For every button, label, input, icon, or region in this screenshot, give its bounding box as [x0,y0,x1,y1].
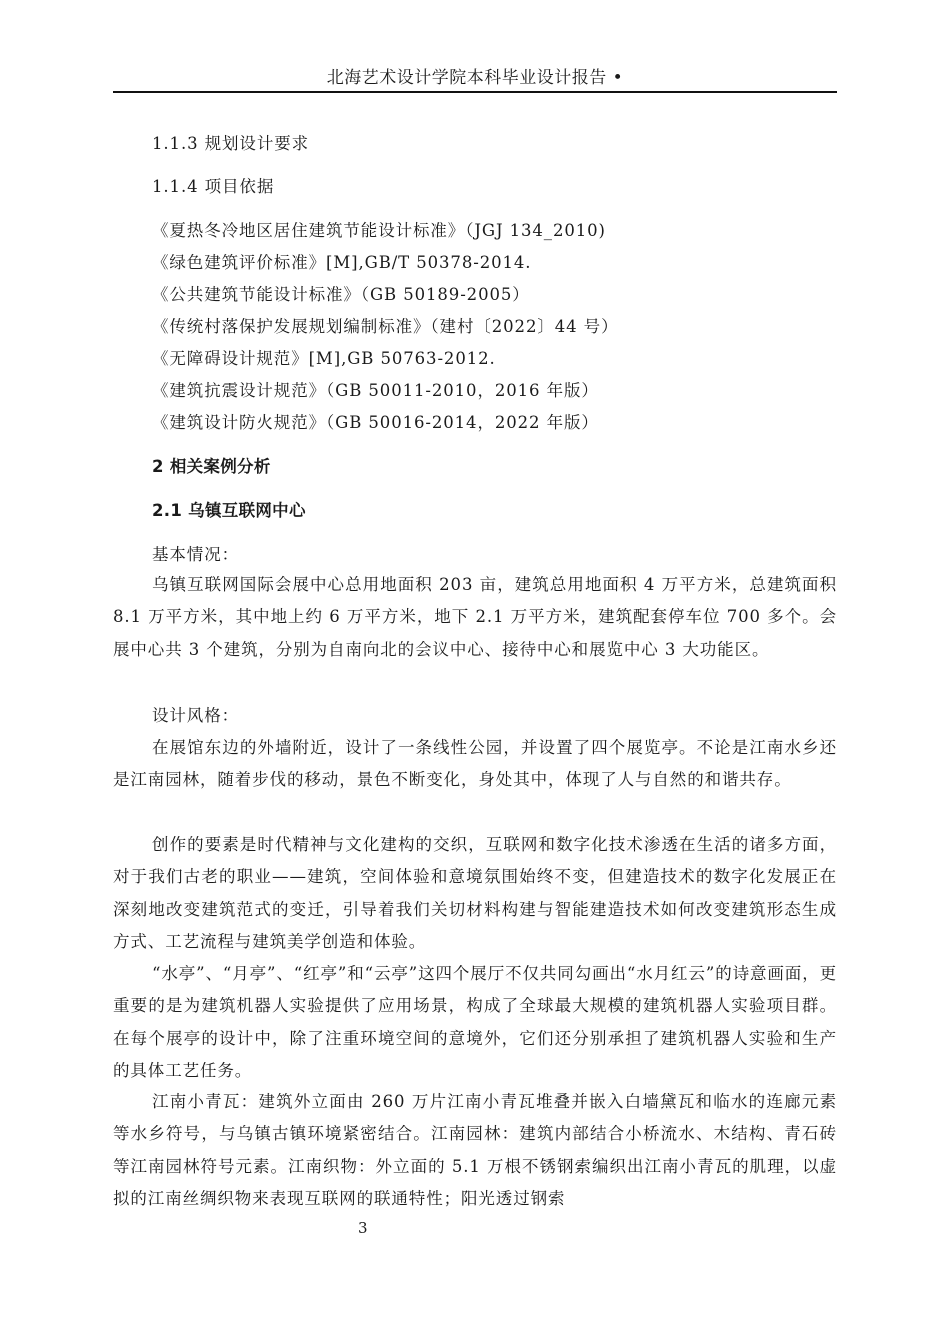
reference-item: 《传统村落保护发展规划编制标准》（建村〔2022〕44 号） [152,317,619,336]
jiangnan-paragraph: 江南小青瓦：建筑外立面由 260 万片江南小青瓦堆叠并嵌入白墙黛瓦和临水的连廊元素等水乡符号，与乌镇古镇环境紧密结合。江南园林：建筑内部结合小桥流水、木结构、青石砖等江南园林符号元素。江南织物：外立面的 5.1 万根不锈钢索编织出江南小青瓦的肌理，以虚拟的江南丝绸织物来表现互联网的联通特性；阳光透过钢索 [113,1092,837,1208]
creation-paragraph: 创作的要素是时代精神与文化建构的交织，互联网和数字化技术渗透在生活的诸多方面，对于我们古老的职业——建筑，空间体验和意境氛围始终不变，但建造技术的数字化发展正在深刻地改变建筑范式的变迁，引导着我们关切材料构建与智能建造技术如何改变建筑形态生成方式、工艺流程与建筑美学创造和体验。 [113,835,837,951]
reference-item: 《夏热冬冷地区居住建筑节能设计标准》（JGJ 134_2010) [152,221,606,240]
subsection-heading-1-1-4: 1.1.4 项目依据 [152,177,275,196]
design-style-paragraph: 在展馆东边的外墙附近，设计了一条线性公园，并设置了四个展览亭。不论是江南水乡还是江南园林，随着步伐的移动，景色不断变化，身处其中，体现了人与自然的和谐共存。 [113,738,837,790]
design-style-label: 设计风格： [152,706,239,725]
pavilion-paragraph: “水亭”、“月亭”、“红亭”和“云亭”这四个展厅不仅共同勾画出“水月红云”的诗意画面，更重要的是为建筑机器人实验提供了应用场景，构成了全球最大规模的建筑机器人实验项目群。在每个展亭的设计中，除了注重环境空间的意境外，它们还分别承担了建筑机器人实验和生产的具体工艺任务。 [113,964,837,1080]
reference-item: 《建筑设计防火规范》（GB 50016-2014，2022 年版） [152,413,599,432]
section-heading-2: 2 相关案例分析 [152,457,271,476]
basic-info-label: 基本情况： [152,545,239,564]
header-rule [113,91,837,93]
reference-item: 《绿色建筑评价标准》[M],GB/T 50378-2014. [152,253,532,272]
basic-info-paragraph: 乌镇互联网国际会展中心总用地面积 203 亩，建筑总用地面积 4 万平方米，总建筑面积 8.1 万平方米，其中地上约 6 万平方米，地下 2.1 万平方米，建筑配套停车位 700 多个。会展中心共 3 个建筑，分别为自南向北的会议中心、接待中心和展览中心 3 大功能区。 [113,575,837,659]
section-heading-2-1: 2.1 乌镇互联网中心 [152,501,306,520]
reference-item: 《建筑抗震设计规范》（GB 50011-2010，2016 年版） [152,381,599,400]
page-number: 3 [358,1219,368,1237]
reference-item: 《公共建筑节能设计标准》（GB 50189-2005） [152,285,530,304]
subsection-heading-1-1-3: 1.1.3 规划设计要求 [152,134,310,153]
running-header: 北海艺术设计学院本科毕业设计报告 • [326,68,624,88]
reference-item: 《无障碍设计规范》[M],GB 50763-2012. [152,349,496,368]
